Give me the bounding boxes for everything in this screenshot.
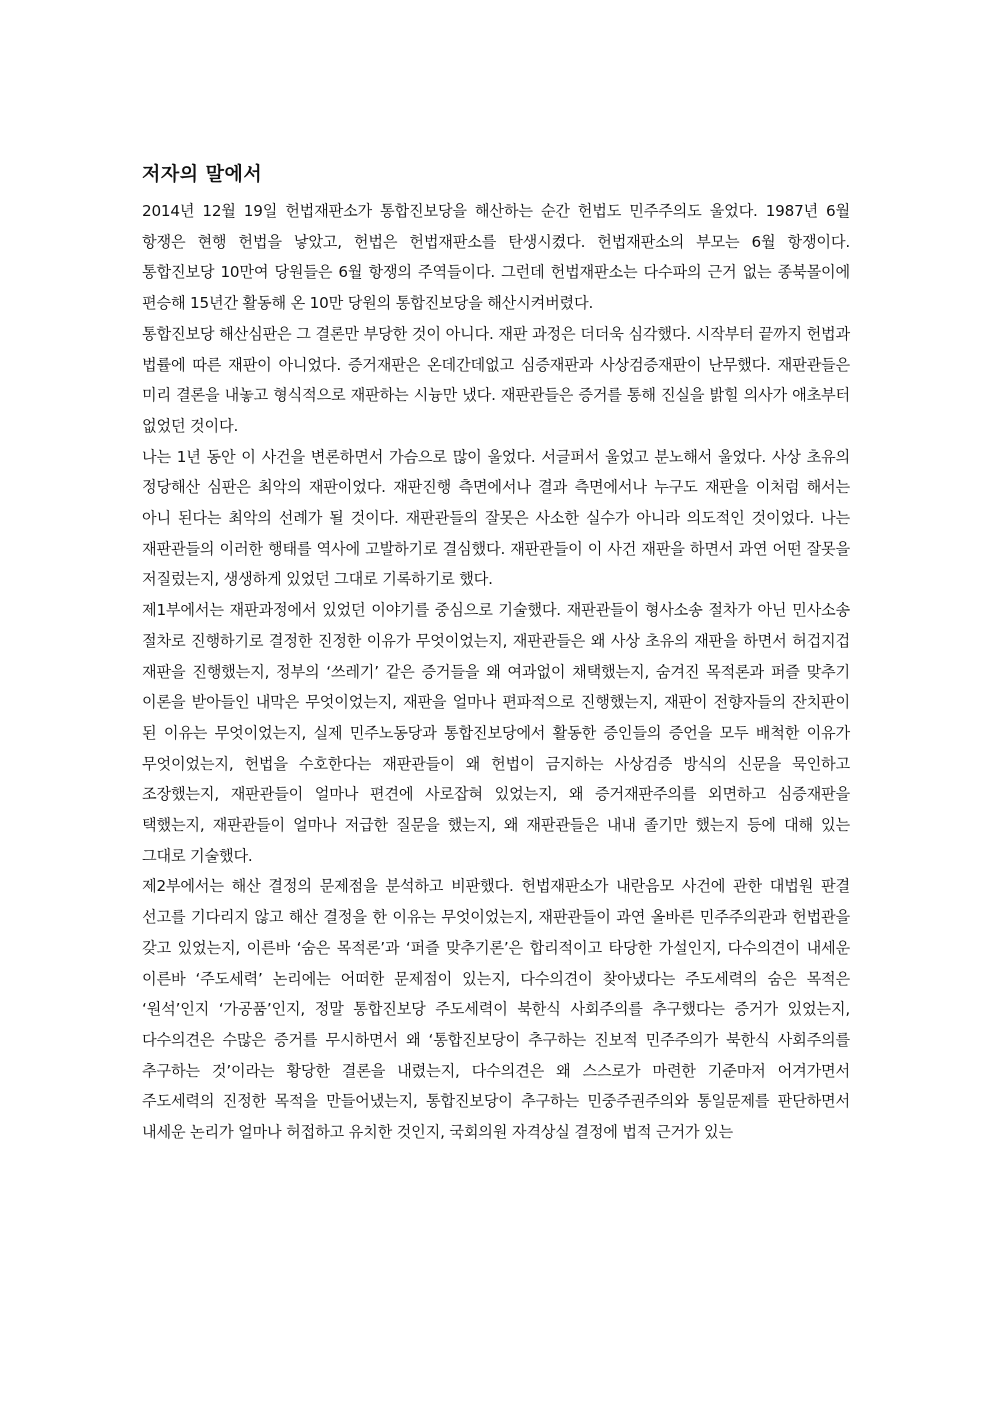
section-heading: 저자의 말에서 (142, 163, 263, 185)
paragraph-1: 2014년 12월 19일 헌법재판소가 통합진보당을 해산하는 순간 헌법도 민주주의도 울었다. 1987년 6월 항쟁은 현행 헌법을 낳았고, 헌법은 헌법재판소를 탄생시켰다. 헌법재판소의 부모는 6월 항쟁이다. 통합진보당 10만여 당원들은 6월 항쟁의 주역들이다. 그런데 헌법재판소는 다수파의 근거 없는 종북몰이에 편승해 15년간 활동해 온 10만 당원의 통합진보당을 해산시켜버렸다. (142, 202, 850, 313)
paragraph-3: 나는 1년 동안 이 사건을 변론하면서 가슴으로 많이 울었다. 서글퍼서 울었고 분노해서 울었다. 사상 초유의 정당해산 심판은 최악의 재판이었다. 재판진행 측면에서나 결과 측면에서나 누구도 재판을 이처럼 해서는 아니 된다는 최악의 선례가 될 것이다. 재판관들의 잘못은 사소한 실수가 아니라 의도적인 것이었다. 나는 재판관들의 이러한 행태를 역사에 고발하기로 결심했다. 재판관들이 이 사건 재판을 하면서 과연 어떤 잘못을 저질렀는지, 생생하게 있었던 그대로 기록하기로 했다. (142, 447, 850, 589)
paragraph-5: 제2부에서는 해산 결정의 문제점을 분석하고 비판했다. 헌법재판소가 내란음모 사건에 관한 대법원 판결 선고를 기다리지 않고 해산 결정을 한 이유는 무엇이었는지, 재판관들이 과연 올바른 민주주의관과 헌법관을 갖고 있었는지, 이른바 ‘숨은 목적론’과 ‘퍼즐 맞추기론’은 합리적이고 타당한 가설인지, 다수의견이 내세운 이른바 ‘주도세력’ 논리에는 어떠한 문제점이 있는지, 다수의견이 찾아냈다는 주도세력의 숨은 목적은 ‘원석’인지 ‘가공품’인지, 정말 통합진보당 주도세력이 북한식 사회주의를 추구했다는 증거가 있었는지, 다수의견은 수많은 증거를 무시하면서 왜 ‘통합진보당이 추구하는 진보적 민주주의가 북한식 사회주의를 추구하는 것’이라는 황당한 결론을 내렸는지, 다수의견은 왜 스스로가 마련한 기준마저 어겨가면서 주도세력의 진정한 목적을 만들어냈는지, 통합진보당이 추구하는 민중주권주의와 통일문제를 판단하면서 내세운 논리가 얼마나 허접하고 유치한 것인지, 국회의원 자격상실 결정에 법적 근거가 있는 (142, 877, 850, 1142)
document-body (142, 160, 850, 1148)
paragraph-2: 통합진보당 해산심판은 그 결론만 부당한 것이 아니다. 재판 과정은 더더욱 심각했다. 시작부터 끝까지 헌법과 법률에 따른 재판이 아니었다. 증거재판은 온데간데없고 심증재판과 사상검증재판이 난무했다. 재판관들은 미리 결론을 내놓고 형식적으로 재판하는 시늉만 냈다. 재판관들은 증거를 통해 진실을 밝힐 의사가 애초부터 없었던 것이다. (142, 324, 850, 435)
paragraph-4: 제1부에서는 재판과정에서 있었던 이야기를 중심으로 기술했다. 재판관들이 형사소송 절차가 아닌 민사소송 절차로 진행하기로 결정한 진정한 이유가 무엇이었는지, 재판관들은 왜 사상 초유의 재판을 하면서 허겁지겁 재판을 진행했는지, 정부의 ‘쓰레기’ 같은 증거들을 왜 여과없이 채택했는지, 숨겨진 목적론과 퍼즐 맞추기 이론을 받아들인 내막은 무엇이었는지, 재판을 얼마나 편파적으로 진행했는지, 재판이 전향자들의 잔치판이 된 이유는 무엇이었는지, 실제 민주노동당과 통합진보당에서 활동한 증인들의 증언을 모두 배척한 이유가 무엇이었는지, 헌법을 수호한다는 재판관들이 왜 헌법이 금지하는 사상검증 방식의 신문을 묵인하고 조장했는지, 재판관들이 얼마나 편견에 사로잡혀 있었는지, 왜 증거재판주의를 외면하고 심증재판을 택했는지, 재판관들이 얼마나 저급한 질문을 했는지, 왜 재판관들은 내내 졸기만 했는지 등에 대해 있는 그대로 기술했다. (142, 601, 850, 865)
